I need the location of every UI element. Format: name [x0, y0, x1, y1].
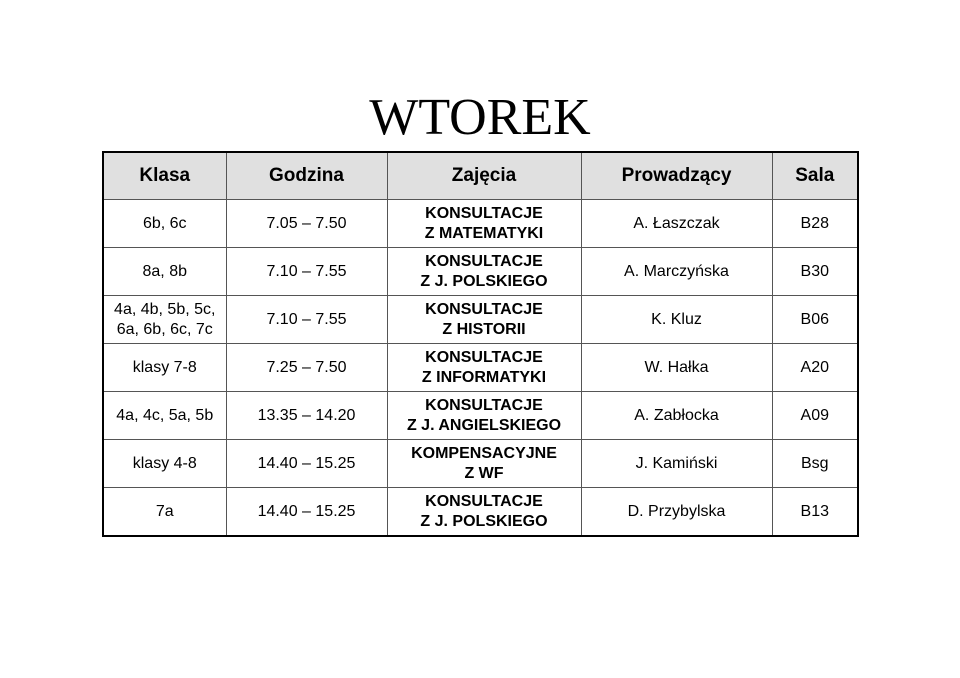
table-row — [103, 440, 858, 488]
page-title: WTOREK — [369, 89, 591, 146]
zajecia-line-1: KONSULTACJE — [425, 300, 543, 318]
cell-sala: Bsg — [772, 440, 858, 488]
cell-zajecia — [387, 392, 581, 440]
column-header-zajecia: Zajęcia — [387, 152, 581, 200]
zajecia-line-2: Z J. POLSKIEGO — [420, 272, 548, 290]
klasa-text: klasy 4-8 — [132, 454, 197, 472]
column-header-godzina: Godzina — [226, 152, 387, 200]
zajecia-line-1: KONSULTACJE — [425, 252, 543, 270]
cell-sala: B13 — [772, 488, 858, 537]
cell-godzina: 14.40 – 15.25 — [226, 488, 387, 537]
table-header-row — [103, 152, 858, 200]
cell-sala: B06 — [772, 296, 858, 344]
cell-prowadzacy: W. Hałka — [581, 344, 772, 392]
zajecia-line-2: Z MATEMATYKI — [424, 224, 544, 242]
cell-godzina: 7.10 – 7.55 — [226, 248, 387, 296]
cell-prowadzacy: A. Łaszczak — [581, 200, 772, 248]
klasa-text: 7a — [155, 502, 174, 520]
cell-klasa — [103, 440, 226, 488]
cell-zajecia — [387, 296, 581, 344]
zajecia-line-1: KONSULTACJE — [425, 348, 543, 366]
klasa-text-line-1: 4a, 4b, 5b, 5c, — [114, 300, 216, 318]
cell-klasa — [103, 296, 226, 344]
zajecia-line-2: Z INFORMATYKI — [421, 368, 547, 386]
cell-klasa — [103, 488, 226, 537]
zajecia-line-1: KONSULTACJE — [425, 204, 543, 222]
zajecia-line-2: Z HISTORII — [442, 320, 526, 338]
cell-godzina: 7.10 – 7.55 — [226, 296, 387, 344]
cell-godzina: 7.25 – 7.50 — [226, 344, 387, 392]
cell-zajecia — [387, 488, 581, 537]
cell-prowadzacy: A. Marczyńska — [581, 248, 772, 296]
cell-sala: B28 — [772, 200, 858, 248]
klasa-text: 8a, 8b — [142, 262, 187, 280]
table-row — [103, 344, 858, 392]
zajecia-line-1: KOMPENSACYJNE — [411, 444, 557, 462]
table-row — [103, 296, 858, 344]
cell-godzina: 14.40 – 15.25 — [226, 440, 387, 488]
cell-zajecia — [387, 248, 581, 296]
cell-prowadzacy: D. Przybylska — [581, 488, 772, 537]
cell-godzina: 13.35 – 14.20 — [226, 392, 387, 440]
cell-klasa — [103, 200, 226, 248]
cell-zajecia — [387, 344, 581, 392]
column-header-klasa: Klasa — [103, 152, 226, 200]
klasa-text-line-2: 6a, 6b, 6c, 7c — [116, 320, 213, 338]
table-row — [103, 488, 858, 537]
cell-sala: A20 — [772, 344, 858, 392]
column-header-prowadzacy: Prowadzący — [581, 152, 772, 200]
column-header-sala: Sala — [772, 152, 858, 200]
zajecia-line-2: Z J. ANGIELSKIEGO — [406, 416, 562, 434]
cell-prowadzacy: A. Zabłocka — [581, 392, 772, 440]
cell-zajecia — [387, 200, 581, 248]
cell-klasa — [103, 248, 226, 296]
table-row — [103, 248, 858, 296]
cell-klasa — [103, 392, 226, 440]
table-row — [103, 392, 858, 440]
zajecia-line-2: Z WF — [464, 464, 504, 482]
klasa-text: klasy 7-8 — [132, 358, 197, 376]
cell-klasa — [103, 344, 226, 392]
cell-prowadzacy: K. Kluz — [581, 296, 772, 344]
zajecia-line-2: Z J. POLSKIEGO — [420, 512, 548, 530]
cell-prowadzacy: J. Kamiński — [581, 440, 772, 488]
cell-zajecia — [387, 440, 581, 488]
klasa-text: 6b, 6c — [142, 214, 187, 232]
klasa-text: 4a, 4c, 5a, 5b — [116, 406, 214, 424]
zajecia-line-1: KONSULTACJE — [425, 492, 543, 510]
zajecia-line-1: KONSULTACJE — [425, 396, 543, 414]
schedule-table — [102, 151, 859, 537]
table-row — [103, 200, 858, 248]
cell-sala: A09 — [772, 392, 858, 440]
cell-godzina: 7.05 – 7.50 — [226, 200, 387, 248]
cell-sala: B30 — [772, 248, 858, 296]
